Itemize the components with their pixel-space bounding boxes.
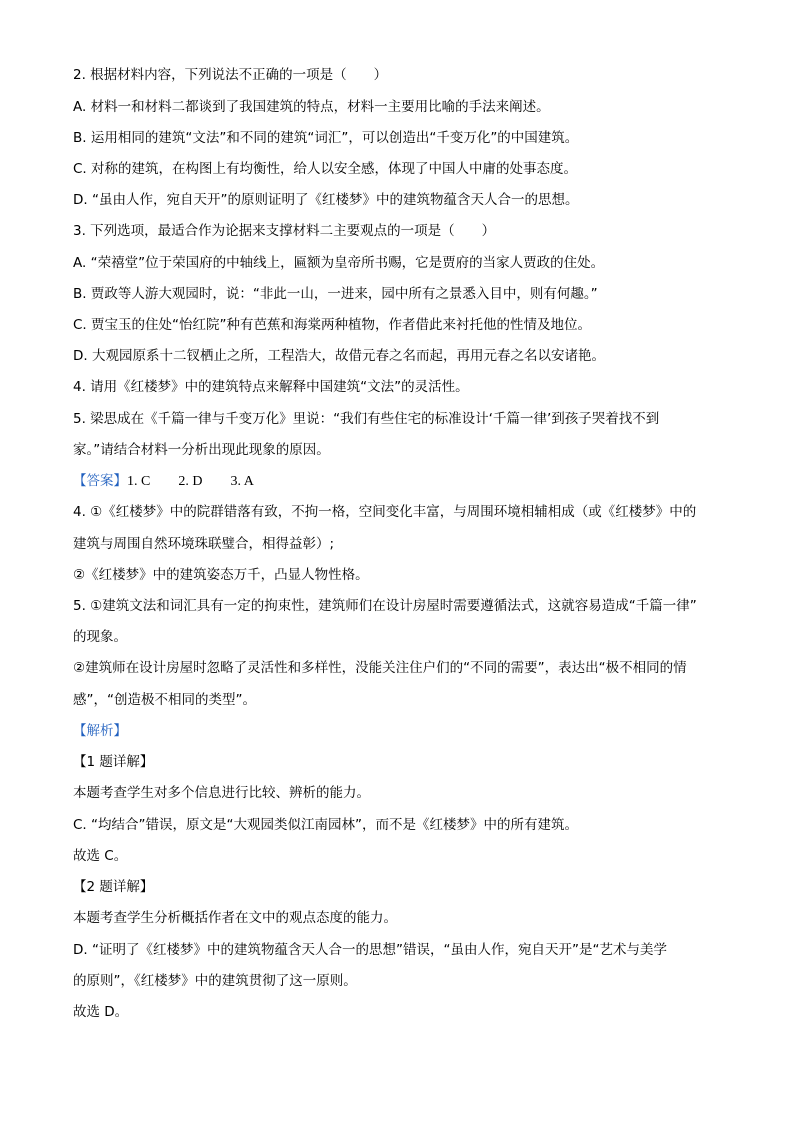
question-2-option-d: D. “虽由人作，宛自天开”的原则证明了《红楼梦》中的建筑物蕴含天人合一的思想。 <box>73 192 579 208</box>
answer-5-line-2: 的现象。 <box>73 629 127 645</box>
question-3-option-b: B. 贾政等人游大观园时，说：“非此一山，一进来，园中所有之景悉入目中，则有何趣。” <box>73 286 598 302</box>
detail-2-line-2: D. “证明了《红楼梦》中的建筑物蕴含天人合一的思想”错误，“虽由人作，宛自天开”是“艺术与美学 <box>73 942 667 958</box>
answer-3: 3. A <box>230 474 254 489</box>
question-5-stem-line-2: 家。”请结合材料一分析出现此现象的原因。 <box>73 442 330 458</box>
question-2-option-b: B. 运用相同的建筑“文法”和不同的建筑“词汇”，可以创造出“千变万化”的中国建筑。 <box>73 130 579 146</box>
question-3-option-c: C. 贾宝玉的住处“怡红院”种有芭蕉和海棠两种植物，作者借此来衬托他的性情及地位。 <box>73 317 591 333</box>
detail-2-line-3: 的原则”，《红楼梦》中的建筑贯彻了这一原则。 <box>73 973 357 989</box>
question-3-option-d: D. 大观园原系十二钗栖止之所，工程浩大，故借元春之名而起，再用元春之名以安诸艳。 <box>73 348 605 364</box>
detail-2-title: 【2 题详解】 <box>73 879 154 895</box>
answer-label: 【答案】 <box>73 473 127 489</box>
question-3-stem: 3. 下列选项，最适合作为论据来支撑材料二主要观点的一项是（ ） <box>73 223 496 239</box>
answer-2: 2. D <box>178 474 203 489</box>
detail-2-line-4: 故选 D。 <box>73 1004 129 1020</box>
question-2-option-a: A. 材料一和材料二都谈到了我国建筑的特点，材料一主要用比喻的手法来阐述。 <box>73 99 550 115</box>
answer-4-line-1: 4. ①《红楼梦》中的院群错落有致，不拘一格，空间变化丰富，与周围环境相辅相成（或《红楼梦》中的 <box>73 504 697 520</box>
detail-1-title: 【1 题详解】 <box>73 754 154 770</box>
answer-4-line-3: ②《红楼梦》中的建筑姿态万千，凸显人物性格。 <box>73 567 369 583</box>
detail-1-line-1: 本题考查学生对多个信息进行比较、辨析的能力。 <box>73 785 370 801</box>
question-2-option-c: C. 对称的建筑，在构图上有均衡性，给人以安全感，体现了中国人中庸的处事态度。 <box>73 161 578 177</box>
answer-5-line-4: 感”，“创造极不相同的类型”。 <box>73 692 256 708</box>
analysis-label: 【解析】 <box>73 723 127 739</box>
answer-4-line-2: 建筑与周围自然环境珠联璧合，相得益彰）; <box>73 536 335 552</box>
answer-5-line-3: ②建筑师在设计房屋时忽略了灵活性和多样性，没能关注住户们的“不同的需要”，表达出“极不相同的情 <box>73 660 687 676</box>
answer-1: 1. C <box>127 474 151 489</box>
question-3-option-a: A. “荣禧堂”位于荣国府的中轴线上，匾额为皇帝所书赐，它是贾府的当家人贾政的住处。 <box>73 255 605 271</box>
detail-1-line-2: C. “均结合”错误，原文是“大观园类似江南园林”，而不是《红楼梦》中的所有建筑。 <box>73 817 578 833</box>
answer-row <box>73 472 733 491</box>
answer-5-line-1: 5. ①建筑文法和词汇具有一定的拘束性，建筑师们在设计房屋时需要遵循法式，这就容易造成“千篇一律” <box>73 598 697 614</box>
detail-2-line-1: 本题考查学生分析概括作者在文中的观点态度的能力。 <box>73 910 397 926</box>
detail-1-line-3: 故选 C。 <box>73 848 128 864</box>
question-5-stem-line-1: 5. 梁思成在《千篇一律与千变万化》里说：“我们有些住宅的标准设计‘千篇一律’到孩子哭着找不到 <box>73 411 660 427</box>
question-4-stem: 4. 请用《红楼梦》中的建筑特点来解释中国建筑“文法”的灵活性。 <box>73 379 469 395</box>
question-2-stem: 2. 根据材料内容，下列说法不正确的一项是（ ） <box>73 67 388 83</box>
